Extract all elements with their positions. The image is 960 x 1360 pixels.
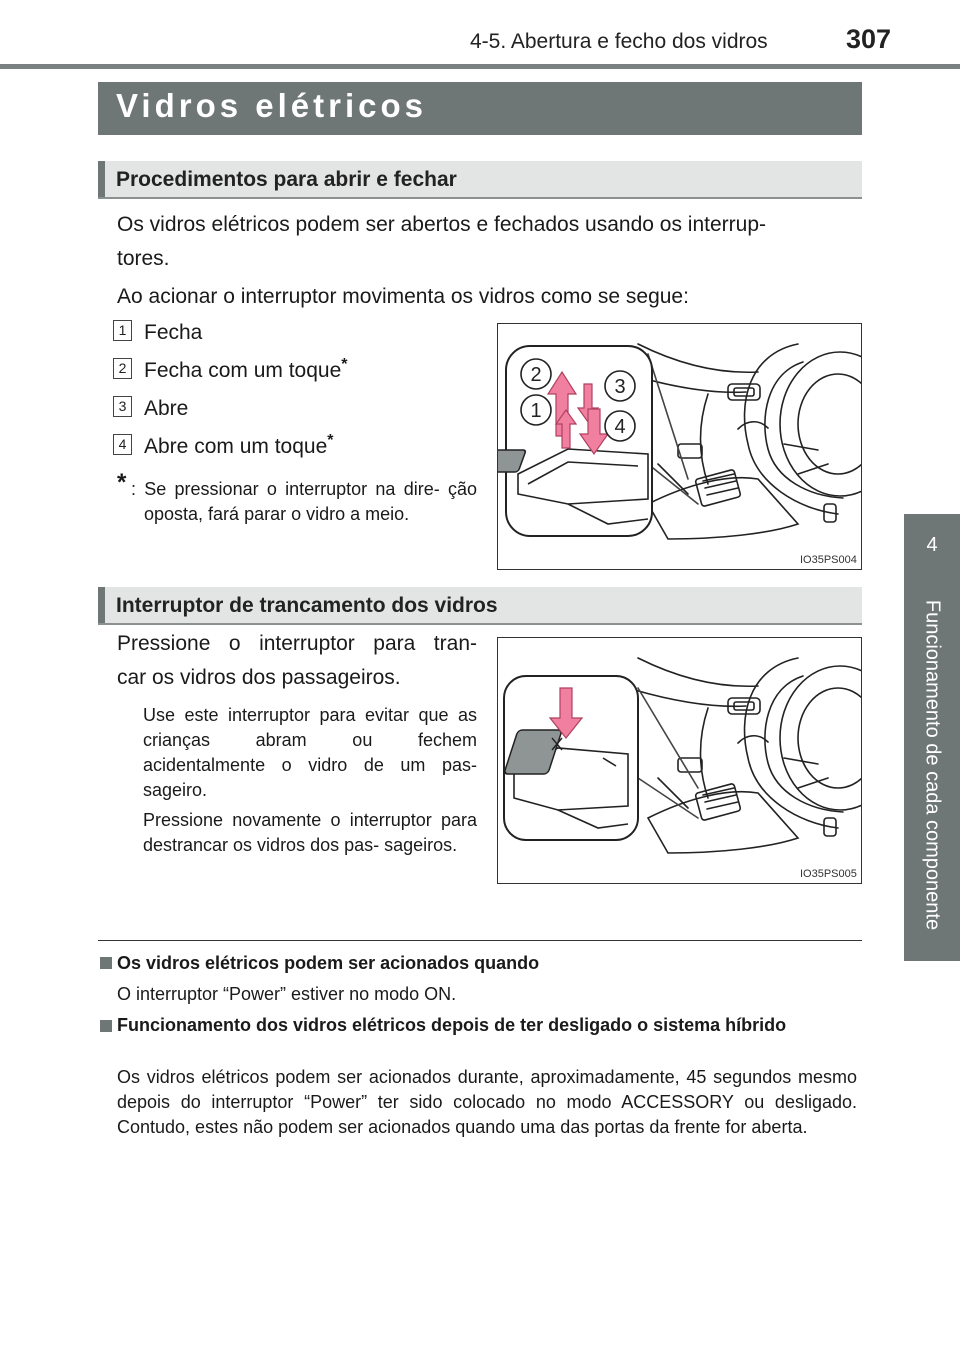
- square-bullet-icon: [100, 957, 112, 969]
- lock-note-1: Use este interruptor para evitar que as crianças abram ou fechem acidentalmente o vidro de um pas- sageiro.: [143, 705, 477, 800]
- note-text-1: O interruptor “Power” estiver no modo ON.: [117, 984, 457, 1004]
- list-item: [144, 394, 188, 421]
- figure-code: IO35PS005: [800, 868, 857, 880]
- lock-switch-illustration: [498, 638, 861, 883]
- lock-paragraph-line-2: car os vidros dos passageiros.: [117, 666, 401, 689]
- note-text-2: Os vidros elétricos podem ser acionados durante, aproximadamente, 45 segundos mesmo depois do interruptor “Power” ter sido colocado no modo ACCESSORY ou desligado. Contudo, estes não podem ser acionados quando uma das portas da frente for aberta.: [117, 1067, 857, 1137]
- item-number-box: 1: [113, 320, 132, 341]
- list-item: [144, 356, 348, 383]
- section-heading: 4-5. Abertura e fecho dos vidros: [470, 30, 768, 53]
- asterisk-mark: *: [341, 356, 348, 373]
- callout-4: 4: [614, 416, 626, 438]
- figure-window-switch: [497, 323, 862, 570]
- intro-line-1: Os vidros elétricos podem ser abertos e fechados usando os interrup-: [117, 213, 767, 236]
- list-item-label: Fecha com um toque: [144, 359, 342, 382]
- square-bullet-icon: [100, 1020, 112, 1032]
- chapter-number: 4: [926, 534, 938, 556]
- lock-note-2: Pressione novamente o interruptor para destrancar os vidros dos pas- sageiros.: [143, 810, 477, 855]
- item-number-box: 3: [113, 396, 132, 417]
- list-item-label: Abre com um toque: [144, 435, 328, 458]
- lock-paragraph-line-1: Pressione o interruptor para tran-: [117, 632, 477, 655]
- callout-2: 2: [530, 364, 542, 386]
- footnote-text: : Se pressionar o interruptor na dire- ção oposta, fará parar o vidro a meio.: [131, 479, 477, 524]
- note-heading-2: Funcionamento dos vidros elétricos depois de ter desligado o sistema híbrido: [117, 1015, 787, 1035]
- window-switch-illustration: [498, 324, 861, 569]
- intro-paragraph-2: Ao acionar o interruptor movimenta os vidros como se segue:: [117, 285, 689, 308]
- subsection-heading-lock: Interruptor de trancamento dos vidros: [116, 594, 498, 617]
- list-item: [144, 318, 202, 345]
- page-title: Vidros elétricos: [116, 87, 428, 124]
- list-item-label: Fecha: [144, 321, 203, 344]
- header-rule: [0, 64, 960, 69]
- list-item-label: Abre: [144, 397, 189, 420]
- asterisk-mark: *: [327, 432, 334, 449]
- chapter-title: Funcionamento de cada componente: [921, 599, 944, 931]
- note-heading-1: Os vidros elétricos podem ser acionados quando: [117, 953, 540, 973]
- figure-code: IO35PS004: [800, 554, 857, 566]
- notes-separator: [98, 940, 862, 941]
- list-item: [144, 432, 334, 459]
- intro-line-2: tores.: [117, 247, 170, 270]
- footnote-asterisk: *: [117, 469, 127, 496]
- subsection-heading-procedures: Procedimentos para abrir e fechar: [116, 168, 457, 191]
- callout-3: 3: [614, 376, 626, 398]
- figure-lock-switch: [497, 637, 862, 884]
- page-number: 307: [846, 24, 892, 54]
- item-number-box: 4: [113, 434, 132, 455]
- item-number-box: 2: [113, 358, 132, 379]
- callout-1: 1: [530, 400, 542, 422]
